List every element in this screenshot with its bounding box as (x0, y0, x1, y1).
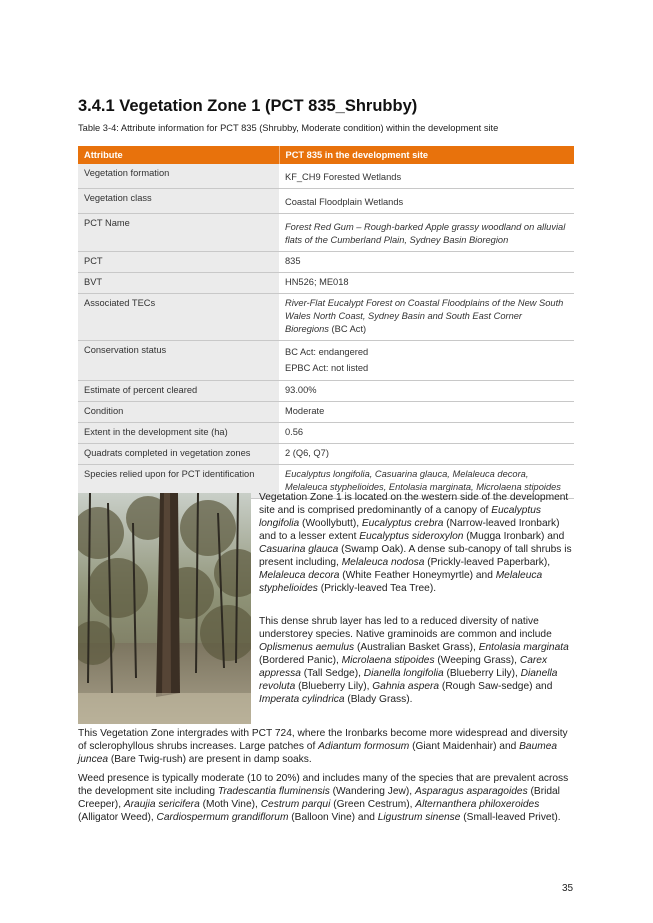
text-run: This dense shrub layer has led to a reduced diversity of native understorey species. Native graminoids are common and include (259, 616, 552, 640)
row-attribute: PCT (78, 252, 279, 273)
text-run: (Bridal Creeper), (78, 786, 560, 810)
text-run: (Tall Sedge), (300, 668, 364, 679)
text-run: (Small-leaved Privet). (460, 812, 561, 823)
text-run: (Narrow-leaved Ironbark) and to a lesser extent (259, 518, 560, 542)
species-name: Eucalyptus sideroxylon (359, 531, 464, 542)
row-attribute: Vegetation class (78, 189, 279, 214)
row-value: 0.56 (279, 423, 574, 444)
text-run: Weed presence is typically moderate (10 to 20%) and includes many of the species that are prevalent across the development site including (78, 773, 569, 797)
paragraph-weeds (78, 772, 575, 824)
row-value (279, 294, 574, 341)
text-run: (Giant Maidenhair) and (409, 741, 520, 752)
table-row (78, 381, 574, 402)
species-name: Gahnia aspera (372, 681, 440, 692)
row-value: 93.00% (279, 381, 574, 402)
row-value: Eucalyptus longifolia, Casuarina glauca, Melaleuca decora, Melaleuca styphelioides, Entolasia marginata, Microlaena stipoides (279, 465, 574, 499)
paragraph-zone-description (259, 491, 577, 595)
species-name: Carex appressa (259, 655, 548, 679)
paragraph-intergrade (78, 727, 575, 766)
woodland-photo (78, 493, 251, 724)
table-row (78, 189, 574, 214)
text-run: (Green Cestrum), (330, 799, 416, 810)
text-run: (Prickly-leaved Paperbark), (424, 557, 551, 568)
text-run: (Bordered Panic), (259, 655, 342, 666)
page-number: 35 (562, 883, 574, 894)
table-row (78, 423, 574, 444)
text-run: (White Feather Honeymyrtle) and (339, 570, 496, 581)
species-name: Cardiospermum grandiflorum (156, 812, 289, 823)
species-name: Tradescantia fluminensis (217, 786, 330, 797)
species-name: Melaleuca nodosa (341, 557, 425, 568)
text-run: (Balloon Vine) and (288, 812, 378, 823)
text-run: Vegetation Zone 1 is located on the western side of the development site and is comprised predominantly of a canopy of (259, 492, 569, 516)
row-value-suffix: (BC Act) (328, 324, 367, 334)
row-attribute: Associated TECs (78, 294, 279, 341)
text-run: (Blady Grass). (344, 694, 413, 705)
species-name: Eucalyptus crebra (361, 518, 444, 529)
text-run: (Wandering Jew), (329, 786, 415, 797)
species-name: Asparagus asparagoides (414, 786, 528, 797)
text-run: (Swamp Oak). A dense sub-canopy of tall shrubs is present including, (259, 544, 572, 568)
row-value: 2 (Q6, Q7) (279, 444, 574, 465)
header-attribute: Attribute (78, 146, 279, 164)
table-row (78, 252, 574, 273)
species-name: Melaleuca styphelioides (259, 570, 543, 594)
species-name: Oplismenus aemulus (259, 642, 355, 653)
species-name: Entolasia marginata (478, 642, 569, 653)
row-value: Forest Red Gum – Rough-barked Apple grassy woodland on alluvial flats of the Cumberland Plain, Sydney Basin Bioregion (279, 214, 574, 252)
table-header-row (78, 146, 574, 164)
table-row (78, 444, 574, 465)
text-run: (Prickly-leaved Tea Tree). (317, 583, 437, 594)
header-pct: PCT 835 in the development site (279, 146, 574, 164)
text-run: (Weeping Grass), (434, 655, 520, 666)
table-row (78, 214, 574, 252)
row-attribute: Quadrats completed in vegetation zones (78, 444, 279, 465)
species-name: Imperata cylindrica (259, 694, 345, 705)
table-row (78, 341, 574, 381)
text-run: (Blueberry Lily), (443, 668, 521, 679)
table-row (78, 273, 574, 294)
attribute-table (78, 146, 574, 499)
row-value: KF_CH9 Forested Wetlands (279, 164, 574, 189)
text-run: (Alligator Weed), (78, 812, 157, 823)
species-name: Cestrum parqui (260, 799, 331, 810)
species-name: Alternanthera philoxeroides (415, 799, 540, 810)
text-run: (Rough Saw-sedge) and (439, 681, 553, 692)
row-attribute: Condition (78, 402, 279, 423)
text-run: (Moth Vine), (199, 799, 261, 810)
row-attribute: BVT (78, 273, 279, 294)
species-name: Adiantum formosum (318, 741, 410, 752)
row-value-italic: River-Flat Eucalypt Forest on Coastal Floodplains of the New South Wales North Coast, Sydney Basin and South East Corner Bioregions (285, 298, 564, 334)
section-heading: 3.4.1 Vegetation Zone 1 (PCT 835_Shrubby) (78, 97, 418, 115)
row-attribute: Conservation status (78, 341, 279, 381)
table-row (78, 164, 574, 189)
text-run: (Blueberry Lily), (295, 681, 373, 692)
text-run: (Woollybutt), (299, 518, 362, 529)
table-row (78, 294, 574, 341)
species-name: Microlaena stipoides (341, 655, 435, 666)
row-attribute: Estimate of percent cleared (78, 381, 279, 402)
row-value: Moderate (279, 402, 574, 423)
text-run: (Australian Basket Grass), (354, 642, 479, 653)
species-name: Ligustrum sinense (377, 812, 461, 823)
species-name: Dianella revoluta (259, 668, 558, 692)
row-attribute: PCT Name (78, 214, 279, 252)
row-value: Coastal Floodplain Wetlands (279, 189, 574, 214)
species-name: Melaleuca decora (259, 570, 340, 581)
row-value: HN526; ME018 (279, 273, 574, 294)
text-run: (Bare Twig-rush) are present in damp soaks. (108, 754, 312, 765)
table-row (78, 402, 574, 423)
text-run: This Vegetation Zone intergrades with PCT 724, where the Ironbarks become more widespread and diversity of sclerophyllous shrubs increases. Large patches of (78, 728, 568, 752)
species-name: Araujia sericifera (123, 799, 200, 810)
species-name: Baumea juncea (78, 741, 558, 765)
species-name: Casuarina glauca (259, 544, 339, 555)
row-attribute: Species relied upon for PCT identification (78, 465, 279, 499)
row-value (279, 341, 574, 381)
bc-act-status: BC Act: endangered (285, 347, 369, 357)
row-value: 835 (279, 252, 574, 273)
paragraph-understorey (259, 615, 577, 706)
epbc-act-status: EPBC Act: not listed (285, 363, 369, 373)
table-caption: Table 3-4: Attribute information for PCT 835 (Shrubby, Moderate condition) within the development site (78, 123, 499, 133)
row-attribute: Extent in the development site (ha) (78, 423, 279, 444)
text-run: (Mugga Ironbark) and (463, 531, 565, 542)
species-name: Eucalyptus longifolia (259, 505, 542, 529)
row-attribute: Vegetation formation (78, 164, 279, 189)
species-name: Dianella longifolia (363, 668, 444, 679)
